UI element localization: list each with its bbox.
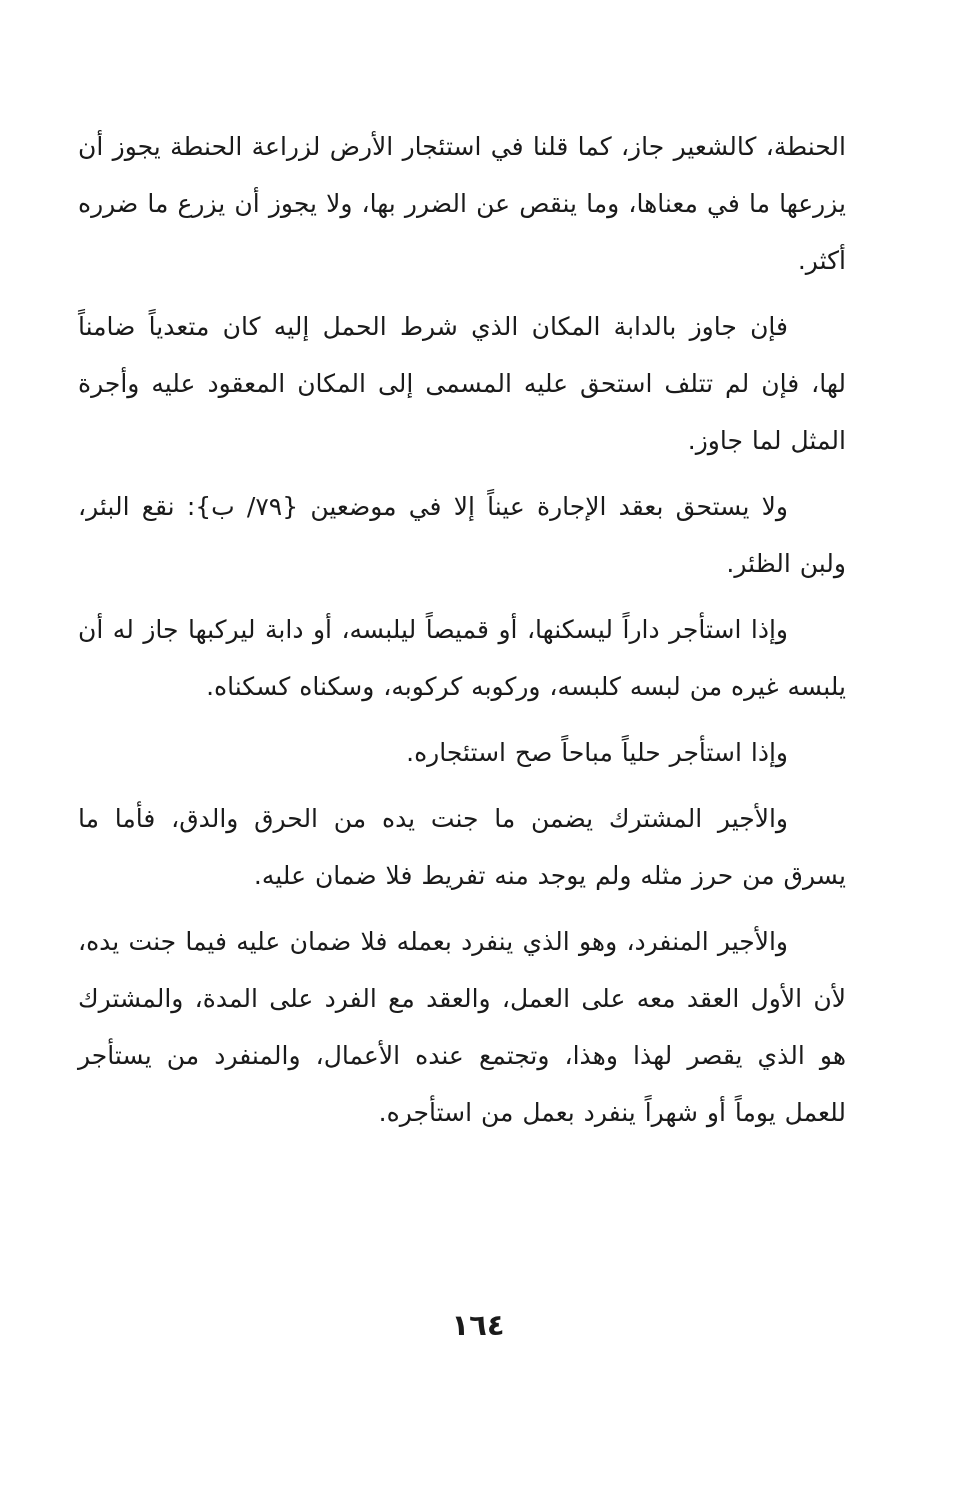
paragraph-4: وإذا استأجر داراً ليسكنها، أو قميصاً ليلبسه، أو دابة ليركبها جاز له أن يلبسه غيره من لبسه كلبسه، وركوبه كركوبه، وسكناه كسكناه.: [78, 615, 846, 701]
paragraph-5: وإذا استأجر حلياً مباحاً صح استئجاره.: [406, 738, 788, 767]
page-number: ١٦٤: [451, 1308, 505, 1342]
body-text: [78, 118, 846, 1150]
paragraph-2: فإن جاوز بالدابة المكان الذي شرط الحمل إليه كان متعدياً ضامناً لها، فإن لم تتلف استحق عليه المسمى إلى المكان المعقود عليه وأجرة المثل لما جاوز.: [78, 312, 846, 455]
paragraph-1: الحنطة، كالشعير جاز، كما قلنا في استئجار الأرض لزراعة الحنطة يجوز أن يزرعها ما في معناها، وما ينقص عن الضرر بها، ولا يجوز أن يزرع ما ضرره أكثر.: [78, 132, 846, 275]
paragraph-7: والأجير المنفرد، وهو الذي ينفرد بعمله فلا ضمان عليه فيما جنت يده، لأن الأول العقد معه على العمل، والعقد مع الفرد على المدة، والمشترك هو الذي يقصر لهذا وهذا، وتجتمع عنده الأعمال، والمنفرد من يستأجر للعمل يوماً أو شهراً ينفرد بعمل من استأجره.: [78, 927, 846, 1127]
paragraph-6: والأجير المشترك يضمن ما جنت يده من الحرق والدق، فأما ما يسرق من حرز مثله ولم يوجد منه تفريط فلا ضمان عليه.: [78, 804, 846, 890]
paragraph-3: ولا يستحق بعقد الإجارة عيناً إلا في موضعين {٧٩/ ب}: نقع البئر، ولبن الظئر.: [78, 492, 846, 578]
